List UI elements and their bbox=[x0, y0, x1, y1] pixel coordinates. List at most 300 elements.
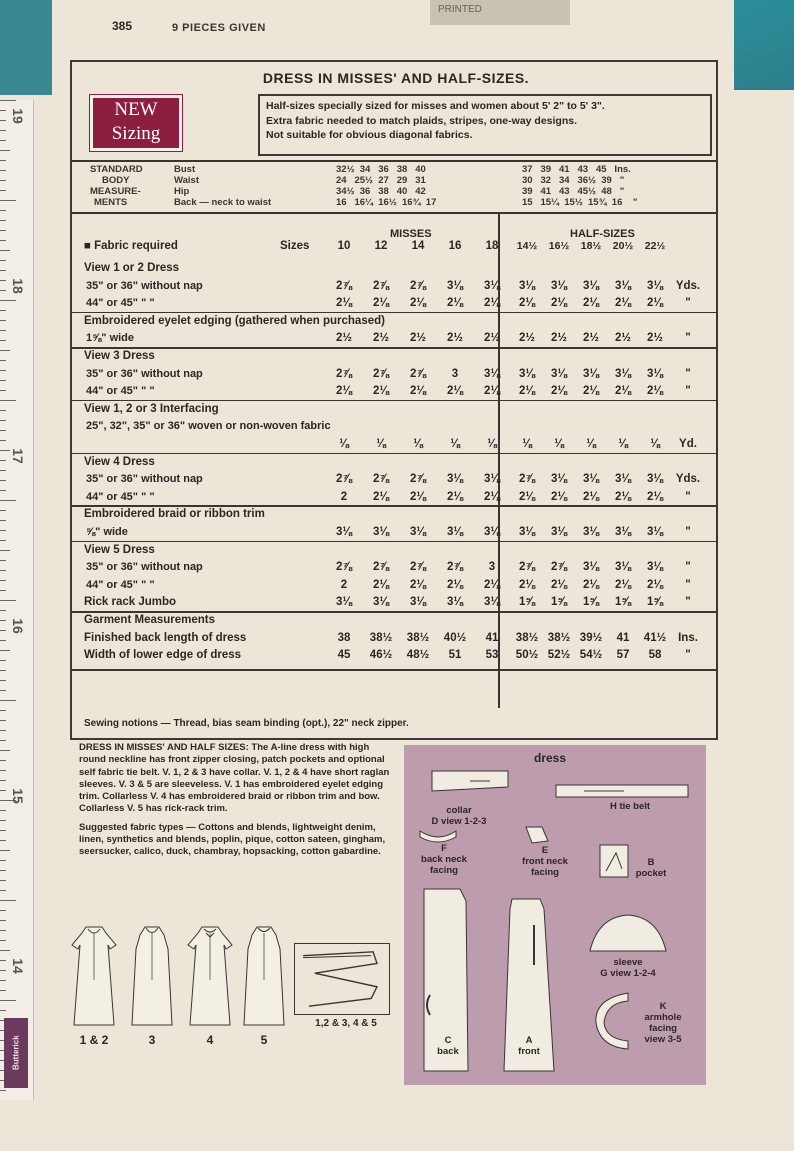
half-yardage: 3⅛ bbox=[647, 526, 663, 538]
view-4-sketch bbox=[186, 925, 234, 1027]
ruler-tick bbox=[0, 360, 6, 361]
half-yardage: 2⅛ bbox=[519, 385, 535, 398]
ruler-tick bbox=[0, 970, 6, 971]
ruler-tick bbox=[0, 340, 6, 341]
misses-yardage: 51 bbox=[448, 649, 462, 662]
misses-yardage: 3 bbox=[451, 367, 459, 380]
ruler-tick bbox=[0, 410, 6, 411]
misses-yardage: 2⅞ bbox=[373, 279, 389, 292]
pattern-pieces-panel bbox=[404, 745, 706, 1085]
half-yardage: 1⅝ bbox=[519, 596, 535, 609]
half-yardage: 39½ bbox=[579, 631, 603, 644]
ruler-tick bbox=[0, 280, 6, 281]
misses-yardage: 2⅞ bbox=[410, 279, 426, 292]
ruler-tick bbox=[0, 540, 6, 541]
half-yardage: 3⅛ bbox=[647, 473, 663, 486]
ruler-tick bbox=[0, 880, 6, 881]
half-size-header: 22½ bbox=[644, 240, 666, 252]
half-yardage: 2⅛ bbox=[615, 385, 631, 398]
unit-label: Yds. bbox=[675, 473, 701, 486]
misses-yardage: 53 bbox=[485, 649, 499, 662]
page-title: DRESS IN MISSES' AND HALF-SIZES. bbox=[262, 70, 530, 86]
ruler-tick bbox=[0, 1010, 6, 1011]
half-yardage: 2⅛ bbox=[583, 385, 599, 398]
ruler-tick bbox=[0, 470, 6, 471]
sleeve-piece bbox=[588, 911, 668, 955]
ruler-tick bbox=[0, 590, 6, 591]
fabric-row-heading: Garment Measurements bbox=[84, 614, 216, 626]
misses-yardage: 2⅛ bbox=[410, 385, 426, 398]
bm-label: MENTS bbox=[94, 197, 128, 208]
misses-yardage: 2⅛ bbox=[410, 297, 426, 310]
half-yardage: 3⅛ bbox=[615, 279, 631, 292]
half-yardage: 57 bbox=[616, 649, 630, 662]
misses-yardage: 46½ bbox=[369, 649, 393, 662]
half-yardage: 41½ bbox=[643, 631, 667, 644]
bm-half-row: 30 32 34 36½ 39 " bbox=[522, 175, 625, 186]
fabric-types-text: Suggested fabric types — Cottons and blends, lightweight denim, linen, synthetics and blends, poplin, pique, cotton sateen, gingham, seersucker, calico, duck, chambray, hopsacking, cotton gabardine. bbox=[79, 821, 386, 858]
half-yardage: 2⅛ bbox=[647, 490, 663, 503]
half-yardage: 3⅛ bbox=[647, 561, 663, 574]
piece-text: armhole bbox=[644, 1012, 682, 1023]
misses-yardage: 2⅛ bbox=[484, 385, 500, 398]
ruler-tick bbox=[0, 450, 10, 451]
front-facing-label bbox=[514, 845, 576, 878]
ruler-tick bbox=[0, 160, 6, 161]
half-yardage: 2⅛ bbox=[583, 578, 599, 591]
half-yardage: 2⅛ bbox=[519, 578, 535, 591]
ruler-tick bbox=[0, 310, 6, 311]
misses-yardage: 3⅛ bbox=[410, 526, 426, 538]
misses-yardage: 38½ bbox=[369, 631, 393, 644]
misses-size-header: 16 bbox=[448, 240, 462, 252]
ruler-tick bbox=[0, 810, 6, 811]
misses-yardage: 2⅞ bbox=[410, 367, 426, 380]
ruler-tick bbox=[0, 560, 6, 561]
ruler-tick bbox=[0, 980, 6, 981]
bm-misses-row: 32½ 34 36 38 40 bbox=[336, 164, 426, 175]
ruler-tick bbox=[0, 420, 6, 421]
half-yardage: 52½ bbox=[547, 649, 571, 662]
ruler-tick bbox=[0, 570, 6, 571]
half-yardage: 3⅛ bbox=[583, 526, 599, 538]
misses-yardage: 2½ bbox=[484, 332, 500, 345]
ruler-tick bbox=[0, 430, 6, 431]
fabric-row-label: 44" or 45" " " bbox=[86, 490, 155, 503]
collar-label bbox=[424, 805, 494, 827]
misses-size-header: 10 bbox=[337, 240, 351, 252]
half-yardage: ⅛ bbox=[650, 438, 660, 450]
fabric-row-heading: Embroidered eyelet edging (gathered when purchased) bbox=[84, 314, 385, 327]
misses-yardage: ⅛ bbox=[376, 438, 386, 450]
misses-yardage: 2⅞ bbox=[373, 367, 389, 380]
misses-yardage: 38 bbox=[337, 631, 351, 644]
ruler-tick bbox=[0, 930, 6, 931]
back-facing-piece bbox=[418, 825, 458, 845]
butterick-tag: Butterick bbox=[4, 1018, 28, 1088]
ruler-tick bbox=[0, 710, 6, 711]
ruler-tick bbox=[0, 700, 16, 701]
back-view-label: 1,2 & 3, 4 & 5 bbox=[315, 1018, 377, 1029]
new-sizing-badge bbox=[90, 95, 182, 151]
front-facing-piece bbox=[522, 823, 552, 847]
misses-yardage: 3⅛ bbox=[484, 279, 500, 292]
half-yardage: 2⅛ bbox=[551, 385, 567, 398]
fabric-row-heading: View 5 Dress bbox=[84, 543, 155, 556]
unit-label: " bbox=[685, 596, 691, 609]
ruler-tick bbox=[0, 270, 6, 271]
misses-yardage: 2⅞ bbox=[373, 473, 389, 486]
ruler-tick bbox=[0, 190, 6, 191]
back-view-sketch bbox=[294, 943, 390, 1015]
half-yardage: 3⅛ bbox=[519, 367, 535, 380]
fabric-row-heading: View 3 Dress bbox=[84, 350, 155, 362]
ruler-tick bbox=[0, 840, 6, 841]
half-yardage: 2⅛ bbox=[647, 578, 663, 591]
bm-misses-row: 34½ 36 38 40 42 bbox=[336, 186, 426, 197]
fabric-row-label: 44" or 45" " " bbox=[86, 578, 155, 591]
ruler-tick bbox=[0, 1000, 16, 1001]
fabric-row-label: 44" or 45" " " bbox=[86, 385, 155, 398]
new-sizing-line-1: NEW bbox=[114, 99, 158, 120]
ruler-tick bbox=[0, 380, 6, 381]
half-yardage: 2⅛ bbox=[615, 297, 631, 310]
ruler-tick bbox=[0, 850, 10, 851]
misses-size-header: 18 bbox=[485, 240, 499, 252]
ruler-tick bbox=[0, 490, 6, 491]
pieces-title: dress bbox=[534, 751, 567, 765]
ruler-tick bbox=[0, 520, 6, 521]
ruler-tick bbox=[0, 550, 10, 551]
ruler-tick bbox=[0, 210, 6, 211]
fabric-row-heading: Rick rack Jumbo bbox=[84, 596, 177, 609]
ruler-tick bbox=[0, 600, 16, 601]
ruler-tick bbox=[0, 170, 6, 171]
ruler-tick bbox=[0, 720, 6, 721]
view-label: 4 bbox=[206, 1033, 214, 1047]
fabric-row-heading: Embroidered braid or ribbon trim bbox=[84, 508, 265, 521]
collar-piece bbox=[430, 767, 510, 795]
bm-label: STANDARD bbox=[90, 164, 143, 175]
half-yardage: 2½ bbox=[519, 332, 535, 345]
row-rule bbox=[72, 541, 716, 543]
ruler-tick bbox=[0, 790, 6, 791]
unit-label: " bbox=[685, 561, 691, 574]
pattern-description bbox=[75, 740, 395, 900]
unit-label: " bbox=[685, 578, 691, 591]
misses-yardage: 2 bbox=[340, 490, 348, 503]
unit-label: " bbox=[685, 367, 691, 380]
ruler-tick bbox=[0, 130, 6, 131]
bm-misses-row: 16 16¼ 16½ 16¾ 17 bbox=[336, 197, 437, 208]
view-label: 3 bbox=[148, 1033, 156, 1047]
fabric-row-label: 44" or 45" " " bbox=[86, 297, 155, 310]
note-line: Extra fabric needed to match plaids, stripes, one-way designs. bbox=[266, 114, 578, 127]
half-yardage: 2⅛ bbox=[519, 490, 535, 503]
misses-yardage: 3⅛ bbox=[484, 596, 500, 609]
ruler-tick bbox=[0, 920, 6, 921]
half-yardage: 3⅛ bbox=[551, 279, 567, 292]
row-rule bbox=[72, 312, 716, 314]
piece-text: back neck bbox=[421, 854, 467, 865]
misses-yardage: 3⅛ bbox=[447, 526, 463, 538]
ruler-tick bbox=[0, 250, 10, 251]
piece-text: view 3-5 bbox=[644, 1034, 682, 1045]
unit-label: " bbox=[685, 385, 691, 398]
fabric-row-label: 35" or 36" without nap bbox=[86, 561, 203, 574]
half-yardage: 1⅝ bbox=[583, 596, 599, 609]
misses-yardage: 3⅛ bbox=[373, 526, 389, 538]
ruler-tick bbox=[0, 320, 6, 321]
half-size-header: 20½ bbox=[612, 240, 634, 252]
half-yardage: ⅛ bbox=[522, 438, 532, 450]
misses-yardage: 2⅛ bbox=[336, 297, 352, 310]
unit-label: " bbox=[685, 649, 691, 662]
bm-label: BODY bbox=[102, 175, 130, 186]
ruler-tick bbox=[0, 620, 6, 621]
half-yardage: 2⅛ bbox=[519, 297, 535, 310]
misses-size-header: 14 bbox=[411, 240, 425, 252]
half-yardage: 50½ bbox=[515, 649, 539, 662]
view-label: 5 bbox=[260, 1033, 268, 1047]
half-yardage: ⅛ bbox=[618, 438, 628, 450]
row-rule bbox=[72, 669, 716, 671]
ruler-tick bbox=[0, 200, 16, 201]
half-yardage: 2⅛ bbox=[583, 297, 599, 310]
ruler-tick bbox=[0, 110, 6, 111]
half-yardage: 2⅛ bbox=[647, 297, 663, 310]
bm-half-row: 15 15¼ 15½ 15¾ 16 " bbox=[522, 197, 638, 208]
ruler-tick bbox=[0, 690, 6, 691]
ruler-tick bbox=[0, 300, 16, 301]
misses-yardage: 2⅛ bbox=[373, 490, 389, 503]
half-yardage: 3⅛ bbox=[519, 526, 535, 538]
misses-label: MISSES bbox=[390, 228, 432, 240]
misses-yardage: 2⅛ bbox=[484, 578, 500, 591]
ruler-tick bbox=[0, 530, 6, 531]
piece-text: pocket bbox=[635, 868, 667, 879]
misses-yardage: 2⅞ bbox=[447, 561, 463, 574]
fabric-required-heading: ■ Fabric required bbox=[84, 240, 178, 252]
misses-yardage: 2⅞ bbox=[373, 561, 389, 574]
misses-yardage: 45 bbox=[337, 649, 351, 662]
ruler-tick bbox=[0, 750, 10, 751]
misses-yardage: 2⅛ bbox=[447, 490, 463, 503]
misses-yardage: ⅛ bbox=[413, 438, 423, 450]
ruler-tick bbox=[0, 680, 6, 681]
description-text: DRESS IN MISSES' AND HALF SIZES: The A-line dress with high round neckline has front zipper closing, patch pockets and optional self fabric tie belt. V. 1, 2 & 3 have collar. V. 1, 2 & 4 have short raglan sleeves. V. 3 & 5 are sleeveless. V. 1 has embroidered eyelet edging trim. Collarless V. 4 has embroidered braid or ribbon trim and bow. Collarless V. 5 has rick-rack trim. bbox=[79, 742, 390, 815]
half-yardage: 3⅛ bbox=[519, 279, 535, 292]
armhole-facing-label bbox=[634, 1001, 692, 1045]
ruler-tick bbox=[0, 480, 6, 481]
misses-yardage: 2½ bbox=[410, 332, 426, 345]
ruler-number: 16 bbox=[9, 618, 26, 634]
piece-text: facing bbox=[430, 865, 458, 876]
bm-half-row: 39 41 43 45½ 48 " bbox=[522, 186, 625, 197]
pattern-number: 385 bbox=[112, 19, 133, 33]
envelope-corner bbox=[734, 0, 794, 90]
half-size-header: 16½ bbox=[548, 240, 570, 252]
ruler-tick bbox=[0, 350, 10, 351]
ruler-tick bbox=[0, 760, 6, 761]
half-yardage: 2½ bbox=[583, 332, 599, 345]
fabric-row-heading: View 4 Dress bbox=[84, 455, 155, 468]
ruler-number: 18 bbox=[9, 278, 26, 294]
half-yardage: 58 bbox=[648, 649, 662, 662]
half-yardage: 2⅞ bbox=[551, 561, 567, 574]
half-yardage: 2⅛ bbox=[615, 490, 631, 503]
ruler-tick bbox=[0, 770, 6, 771]
misses-yardage: 40½ bbox=[443, 631, 467, 644]
misses-yardage: 2½ bbox=[447, 332, 463, 345]
view-label: 1 & 2 bbox=[79, 1033, 109, 1047]
ruler-tick bbox=[0, 150, 10, 151]
half-yardage: 3⅛ bbox=[583, 561, 599, 574]
misses-yardage: 3⅛ bbox=[447, 596, 463, 609]
ruler-tick bbox=[0, 780, 6, 781]
torn-label-text: PRINTED bbox=[438, 4, 482, 15]
misses-yardage: 2⅛ bbox=[484, 490, 500, 503]
fabric-row-heading: Finished back length of dress bbox=[84, 631, 247, 644]
piece-text: front neck bbox=[522, 856, 568, 867]
row-rule bbox=[72, 453, 716, 455]
bm-row-label: Hip bbox=[174, 186, 190, 197]
misses-yardage: 3⅛ bbox=[410, 596, 426, 609]
back-facing-label bbox=[414, 843, 474, 876]
misses-yardage: 3⅛ bbox=[373, 596, 389, 609]
half-yardage: 41 bbox=[616, 631, 630, 644]
bm-label: MEASURE- bbox=[90, 186, 141, 197]
back-label bbox=[420, 1035, 476, 1057]
view-3-sketch bbox=[128, 925, 176, 1027]
misses-yardage: 2⅞ bbox=[410, 473, 426, 486]
ruler-tick bbox=[0, 960, 6, 961]
ruler-tick bbox=[0, 230, 6, 231]
ruler-tick bbox=[0, 650, 10, 651]
bm-row-label: Back — neck to waist bbox=[174, 197, 272, 208]
note-line: Half-sizes specially sized for misses and women about 5' 2" to 5' 3". bbox=[266, 100, 605, 112]
ruler-tick bbox=[0, 1090, 6, 1091]
rule bbox=[72, 212, 716, 214]
ruler-tick bbox=[0, 740, 6, 741]
piece-text: collar bbox=[446, 805, 472, 816]
ruler-number: 19 bbox=[9, 108, 26, 124]
unit-label: Yd. bbox=[679, 438, 697, 450]
ruler-tick bbox=[0, 830, 6, 831]
misses-yardage: 2⅞ bbox=[336, 561, 352, 574]
pieces-given: 9 PIECES GIVEN bbox=[172, 22, 266, 34]
fabric-row-label: 35" or 36" without nap bbox=[86, 279, 203, 292]
fabric-row-label: ⅝" wide bbox=[86, 526, 128, 538]
misses-yardage: ⅛ bbox=[487, 438, 497, 450]
misses-yardage: 2½ bbox=[373, 332, 389, 345]
half-yardage: 3⅛ bbox=[551, 367, 567, 380]
misses-yardage: 38½ bbox=[406, 631, 430, 644]
ruler-tick bbox=[0, 670, 6, 671]
half-yardage: 3⅛ bbox=[551, 526, 567, 538]
misses-yardage: 3⅛ bbox=[447, 473, 463, 486]
half-size-header: 14½ bbox=[516, 240, 538, 252]
misses-yardage: 2⅛ bbox=[373, 578, 389, 591]
bm-misses-row: 24 25½ 27 29 31 bbox=[336, 175, 426, 186]
sizes-label: Sizes bbox=[280, 240, 310, 252]
misses-yardage: 2⅛ bbox=[410, 578, 426, 591]
view-sketches bbox=[70, 925, 400, 1065]
misses-yardage: 2⅛ bbox=[447, 385, 463, 398]
piece-text: B bbox=[647, 857, 655, 868]
piece-text: K bbox=[659, 1001, 667, 1012]
ruler-tick bbox=[0, 630, 6, 631]
misses-yardage: 2⅛ bbox=[447, 297, 463, 310]
armhole-facing-piece bbox=[590, 989, 634, 1053]
ruler-tick bbox=[0, 500, 16, 501]
ruler-number: 14 bbox=[9, 958, 26, 974]
unit-label: " bbox=[685, 490, 691, 503]
pocket-label bbox=[628, 857, 674, 879]
ruler-number: 15 bbox=[9, 788, 26, 804]
half-yardage: 3⅛ bbox=[615, 473, 631, 486]
ruler-tick bbox=[0, 220, 6, 221]
piece-text: D view 1-2-3 bbox=[431, 816, 487, 827]
half-yardage: 2½ bbox=[551, 332, 567, 345]
misses-yardage: 2 bbox=[340, 578, 348, 591]
half-yardage: 1⅝ bbox=[551, 596, 567, 609]
half-yardage: 3⅛ bbox=[615, 367, 631, 380]
half-yardage: 2⅛ bbox=[551, 490, 567, 503]
ruler-tick bbox=[0, 910, 6, 911]
misses-yardage: ⅛ bbox=[450, 438, 460, 450]
half-yardage: 2⅛ bbox=[551, 297, 567, 310]
misses-size-header: 12 bbox=[374, 240, 388, 252]
fabric-row-label: 1⅝" wide bbox=[86, 332, 135, 345]
half-yardage: 3⅛ bbox=[583, 473, 599, 486]
misses-yardage: 3⅛ bbox=[336, 526, 352, 538]
ruler-tick bbox=[0, 950, 10, 951]
ruler-tick bbox=[0, 660, 6, 661]
fabric-chart-box bbox=[70, 60, 718, 740]
half-yardage: 3⅛ bbox=[647, 279, 663, 292]
sewing-notions: Sewing notions — Thread, bias seam binding (opt.), 22" neck zipper. bbox=[84, 718, 409, 729]
half-yardage: 2½ bbox=[615, 332, 631, 345]
half-yardage: 3⅛ bbox=[583, 279, 599, 292]
row-rule bbox=[72, 400, 716, 402]
misses-yardage: 2⅛ bbox=[410, 490, 426, 503]
half-yardage: 2⅞ bbox=[519, 561, 535, 574]
piece-text: sleeve bbox=[613, 957, 643, 968]
ruler-tick bbox=[0, 400, 16, 401]
ruler-tick bbox=[0, 610, 6, 611]
half-yardage: 3⅛ bbox=[615, 526, 631, 538]
tie-belt-label: H tie belt bbox=[609, 801, 651, 812]
ruler-tick bbox=[0, 510, 6, 511]
half-yardage: 38½ bbox=[547, 631, 571, 644]
ruler-tick bbox=[0, 820, 6, 821]
unit-label: " bbox=[685, 332, 691, 345]
unit-label: Ins. bbox=[678, 631, 698, 644]
misses-yardage: 3⅛ bbox=[484, 473, 500, 486]
misses-yardage: 3 bbox=[488, 561, 496, 574]
piece-text: F bbox=[441, 843, 447, 854]
piece-text: C bbox=[444, 1035, 452, 1046]
ruler-tick bbox=[0, 890, 6, 891]
bm-row-label: Waist bbox=[174, 175, 199, 186]
fabric-row-heading: View 1 or 2 Dress bbox=[84, 262, 180, 274]
view-1-2-sketch bbox=[70, 925, 118, 1027]
misses-yardage: 2⅛ bbox=[373, 297, 389, 310]
misses-yardage: 48½ bbox=[406, 649, 430, 662]
fabric-row-heading: Width of lower edge of dress bbox=[84, 649, 242, 662]
piece-text: E bbox=[541, 845, 549, 856]
